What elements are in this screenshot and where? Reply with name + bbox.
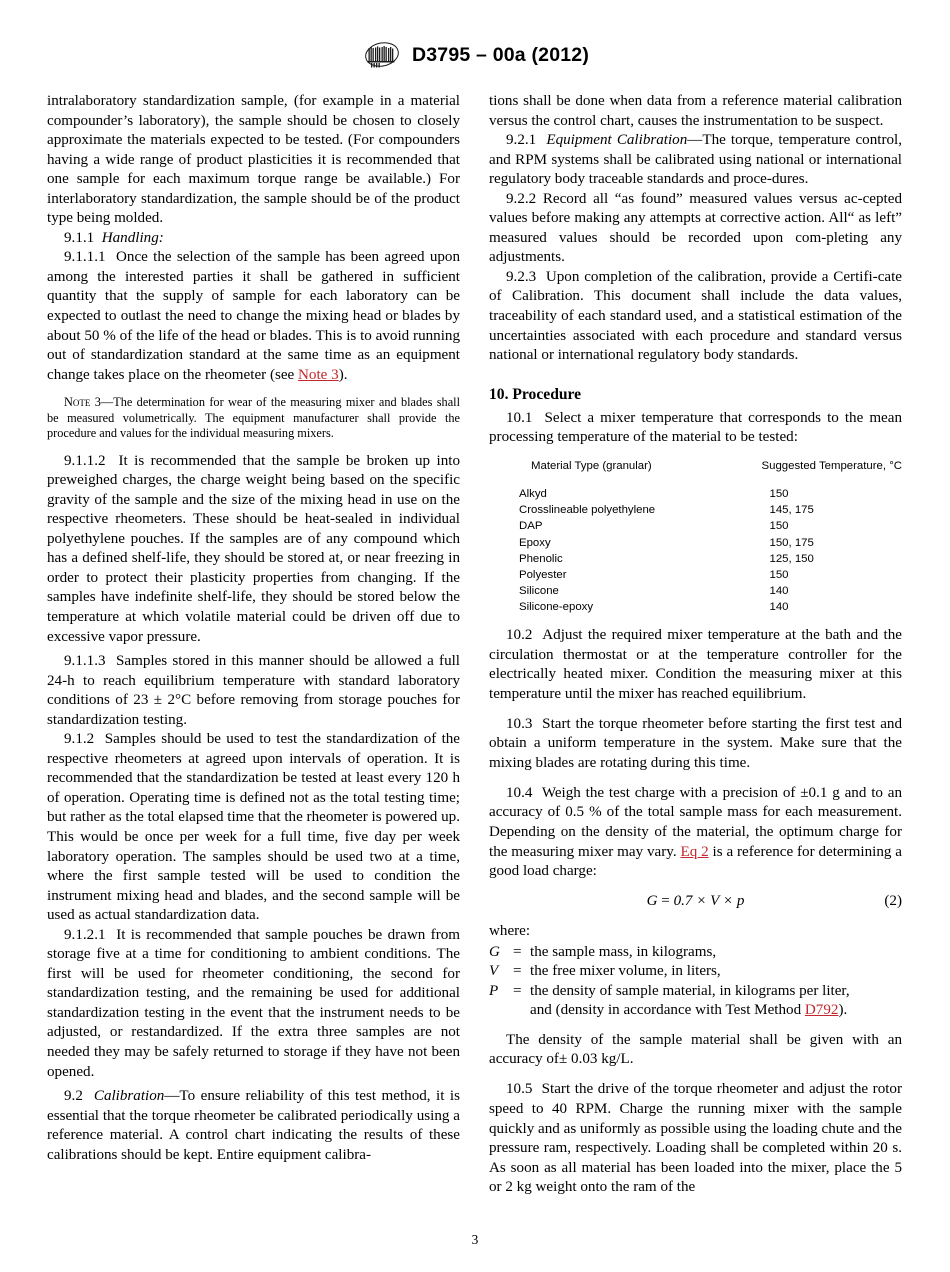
note-text: The determination for wear of the measuring mixer and blades shall be measured volumetrically. The equipment manufacturer shall provide the procedure and values for the individual measuring mixers.: [47, 395, 460, 440]
cell-temperature: 125, 150: [769, 552, 814, 565]
table-row: [489, 551, 902, 567]
cell-material: Phenolic: [519, 552, 563, 565]
section-number: 10.4: [506, 784, 533, 801]
definition-equals: =: [513, 944, 522, 961]
definition-symbol: G: [489, 944, 500, 961]
equation-body: 0.7 × V × p: [673, 892, 745, 909]
definition-text: the density of sample material, in kilograms per liter,: [530, 982, 850, 999]
paragraph-continued: tions shall be done when data from a reference material calibration versus the control chart, causes the instrumentation to be suspect.: [489, 93, 902, 129]
section-10-3: [489, 715, 902, 774]
section-text: —To ensure reliability of this test method, it is essential that the torque rheometer be calibrated periodically using a reference material. A control chart indicating the results of these calibrations should be kept. Entire equipment calibra-: [47, 1088, 460, 1163]
table-body: [489, 486, 902, 616]
section-9-1-1-2: [47, 452, 460, 647]
section-number: 9.1.1: [64, 229, 95, 246]
cell-material: Alkyd: [519, 487, 547, 500]
cell-material: Polyester: [519, 568, 567, 581]
section-number: 10.2: [506, 627, 533, 644]
equation-number: (2): [884, 892, 902, 909]
cell-temperature: 150: [769, 568, 789, 581]
section-10-4: [489, 784, 902, 882]
section-9-2: [47, 1087, 460, 1165]
density-paragraph: The density of the sample material shall be given with an accuracy of± 0.03 kg/L.: [489, 1031, 902, 1068]
equation-expression: [489, 893, 902, 910]
definition-continuation-tail: ).: [838, 1002, 848, 1019]
section-text: It is recommended that sample pouches be drawn from storage five at a time for conditioning to ambient conditions. The first will be used for rheometer conditioning, the second for standardization testing, and the remaining be used for additional standardization testing in the event that the instrument needs to be adjusted, or restandardized. If the extra three samples are not needed they may be safely returned to storage if they have not been opened.: [47, 926, 461, 1080]
column-header-material: Material Type (granular): [531, 459, 652, 472]
table-header-row: [489, 458, 902, 486]
section-text: It is recommended that the sample be broken up into preweighed charges, the charge weight being based on the specific gravity of the sample and the size of the mixing head in use on the respective rheometers. These should be heat-sealed in individual polyethylene pouches. If the samples are of any compound which has a defined shelf-life, they should be stored at, or near freezing in order to protect their plasticity properties from changing. If the samples have indefinite shelf-life, they should be stored below the temperature at which volatile material could be driven off due to excessive vapor pressure.: [47, 452, 460, 645]
section-number: 9.2.3: [506, 268, 537, 285]
section-number: 10.5: [506, 1081, 533, 1098]
table-row: [489, 518, 902, 534]
where-label: where:: [489, 922, 531, 939]
section-number: 9.2: [64, 1088, 83, 1105]
section-text: Upon completion of the calibration, provide a Certifi-cate of Calibration. This document shall include the data values, traceability of each standard used, and a statistical estimation of the uncertainties associated with each procedure and standard versus national or international regulatory body standards.: [489, 268, 902, 364]
table-row: [489, 583, 902, 599]
cell-material: Epoxy: [519, 536, 551, 549]
section-number: 10.3: [506, 715, 533, 732]
cell-temperature: 150: [769, 487, 789, 500]
note-number: 3—: [90, 395, 114, 410]
note-label: Note: [64, 395, 91, 410]
cell-material: Crosslineable polyethylene: [519, 504, 656, 517]
section-number: 9.1.2: [64, 731, 95, 748]
section-text: —The torque, temperature control, and RPM systems shall be calibrated using national or international regulatory body traceable standards and proce-dures.: [489, 132, 902, 188]
section-text: Start the torque rheometer before starting the first test and obtain a uniform temperature in the system. Make sure that the mixing blades are rotating during this time.: [489, 715, 902, 771]
section-number: 9.1.1.1: [64, 249, 106, 266]
d792-link[interactable]: D792: [804, 1002, 839, 1019]
section-9-1-1-1: [47, 248, 460, 385]
definition-continuation: [489, 1001, 902, 1020]
definition-equals: =: [513, 963, 522, 980]
note-3-block: [47, 395, 460, 441]
cell-material: DAP: [519, 520, 543, 533]
section-9-1-1-3: [47, 652, 460, 730]
definition-symbol: V: [489, 963, 499, 980]
section-10-2: [489, 626, 902, 704]
section-number: 9.1.1.3: [64, 653, 106, 670]
definition-list: [489, 943, 902, 1020]
cell-material: Silicone-epoxy: [519, 601, 594, 614]
section-text: Adjust the required mixer temperature at the bath and the circulation thermostat or at the temperature controller for the electrically heated mixer. Condition the measuring mixer at this temperature until the mixer has reached equilibrium.: [489, 627, 902, 702]
section-9-2-1: [489, 131, 902, 190]
table-header: [489, 458, 902, 486]
column-header-temperature: Suggested Temperature, °C: [761, 459, 902, 472]
section-text: Weigh the test charge with a precision of ±0.1 g and to an accuracy of 0.5 % of the total sample mass for each measurement. Depending on the density of the material, the optimum charge for the measuring mixer may vary.: [489, 784, 903, 860]
two-column-body: [47, 92, 903, 1198]
table-row: [489, 535, 902, 551]
table-row: [489, 486, 902, 502]
section-text-tail: ).: [338, 366, 348, 383]
right-column: [489, 92, 902, 1198]
section-9-1-1: [47, 229, 460, 249]
page-number: 3: [471, 1232, 479, 1247]
section-number: 10.1: [506, 409, 533, 426]
cell-temperature: 140: [769, 585, 789, 598]
eq-2-link[interactable]: Eq 2: [680, 843, 709, 860]
cell-temperature: 150, 175: [769, 536, 814, 549]
definition-text: the free mixer volume, in liters,: [530, 963, 721, 980]
section-text: Once the selection of the sample has been agreed upon among the interested parties it shall be gathered in sufficient quantity that the supply of sample for each laboratory can be expected to outlast the need to change the mixing head or blades by about 50 % of the life of the head or blades. This is to avoid running out of standardization standard at the same time as an equipment change takes place on the rheometer (see: [47, 249, 461, 383]
definition-continuation-text: and (density in accordance with Test Method: [530, 1002, 805, 1019]
left-column: [47, 92, 460, 1198]
section-number: 9.1.2.1: [64, 926, 106, 943]
section-number: 9.2.2: [506, 190, 537, 207]
section-9-2-2: [489, 190, 902, 268]
section-text: Samples stored in this manner should be allowed a full 24-h to reach equilibrium temperature with standard laboratory conditions of 23 ± 2°C before removing from storage pouches for standardization testing.: [47, 653, 461, 728]
table-row: [489, 567, 902, 583]
definition-item: [489, 962, 902, 981]
equation-2: [489, 893, 902, 913]
note-3-link[interactable]: Note 3: [298, 366, 339, 383]
cell-temperature: 150: [769, 520, 789, 533]
section-9-1-2-1: [47, 926, 460, 1082]
page-header: [0, 0, 950, 72]
section-number: 9.2.1: [506, 132, 537, 149]
section-text-tail: is a reference for determining a good load charge:: [489, 843, 902, 880]
section-10-1: [489, 409, 902, 448]
cell-temperature: 140: [769, 601, 789, 614]
equation-equals: =: [657, 892, 674, 909]
section-text: Select a mixer temperature that corresponds to the mean processing temperature of the material to be tested:: [489, 409, 902, 446]
section-text: Record all “as found” measured values versus ac-cepted values before making any attempts at corrective action. All“ as left” measured values should be recorded upon com-pleting any adjustments.: [489, 190, 902, 266]
section-number: 9.1.1.2: [64, 452, 106, 469]
definition-symbol: P: [489, 982, 499, 999]
section-9-2-3: [489, 268, 902, 366]
astm-logo-icon: [361, 40, 403, 70]
paragraph-continued: intralaboratory standardization sample, (for example in a material compounder’s laboratory), the sample should be chosen to closely approximate the materials expected to be tested. (For compounders having a wide range of product plasticities it is recommended that one sample for each maximum torque range be available.) For interlaboratory standardization, the sample should be of the product type being molded.: [47, 93, 460, 227]
section-9-1-2: [47, 730, 460, 925]
section-title: Calibration: [93, 1088, 165, 1105]
material-temperature-table: [489, 458, 902, 616]
standard-designation: D3795 – 00a (2012): [411, 43, 590, 66]
equation-lhs: G: [646, 892, 658, 909]
section-text: Start the drive of the torque rheometer and adjust the rotor speed to 40 RPM. Charge the running mixer with the sample quickly and as uniformly as possible using the loading chute and the pressure ram, respectively. Loading shall be completed within 20 s. As soon as all material has been loaded into the mixer, place the 5 or 2 kg weight onto the ram of the: [489, 1081, 903, 1196]
definition-equals: =: [513, 982, 522, 999]
cell-temperature: 145, 175: [769, 504, 814, 517]
section-10-5: [489, 1080, 902, 1197]
table-row: [489, 599, 902, 615]
definition-item: [489, 943, 902, 962]
definition-text: the sample mass, in kilograms,: [530, 944, 717, 961]
section-text: Samples should be used to test the standardization of the respective rheometers at agreed upon intervals of operation. It is recommended that the standardization be tested at least every 120 h of operation. Operating time is defined not as the total testing time; but rather as the total elapsed time that the rheometer is powered up. This would be once per week for a full time, five day per week laboratory operation. The samples should be used two at a time, where the first sample tested will be used to condition the instrument mixing head and blades, and the second sample will be used as actual standardization data.: [47, 731, 461, 924]
cell-material: Silicone: [519, 585, 559, 598]
section-title: Equipment Calibration: [546, 132, 688, 149]
table-row: [489, 502, 902, 518]
section-10-heading: 10. Procedure: [489, 385, 582, 403]
section-title: Handling:: [101, 229, 164, 246]
definition-item: [489, 982, 902, 1001]
